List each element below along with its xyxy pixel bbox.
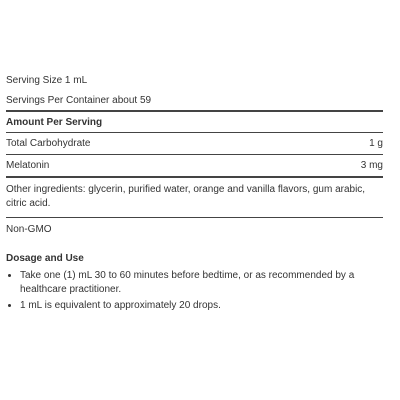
amount-per-serving-header: Amount Per Serving — [6, 116, 103, 128]
non-gmo-statement: Non-GMO — [6, 224, 52, 235]
nutrient-name: Melatonin — [6, 160, 50, 171]
supplement-facts-panel — [6, 70, 383, 315]
dosage-item: • 1 mL is equivalent to approximately 20 drops. — [20, 299, 383, 313]
serving-size: Serving Size 1 mL — [6, 74, 88, 86]
nutrient-row-carbohydrate — [6, 133, 383, 154]
nutrient-amount: 1 g — [369, 138, 383, 149]
dosage-item: • Take one (1) mL 30 to 60 minutes before bedtime, or as recommended by a healthcare practitioner. — [20, 269, 383, 297]
servings-per-container: Servings Per Container about 59 — [6, 94, 152, 106]
nutrient-row-melatonin — [6, 155, 383, 176]
dosage-title: Dosage and Use — [6, 252, 84, 264]
nutrient-name: Total Carbohydrate — [6, 138, 91, 149]
dosage-list — [6, 269, 383, 313]
other-ingredients: Other ingredients: glycerin, purified water, orange and vanilla flavors, gum arabic, citric acid. — [6, 184, 366, 209]
nutrient-amount: 3 mg — [360, 160, 383, 171]
